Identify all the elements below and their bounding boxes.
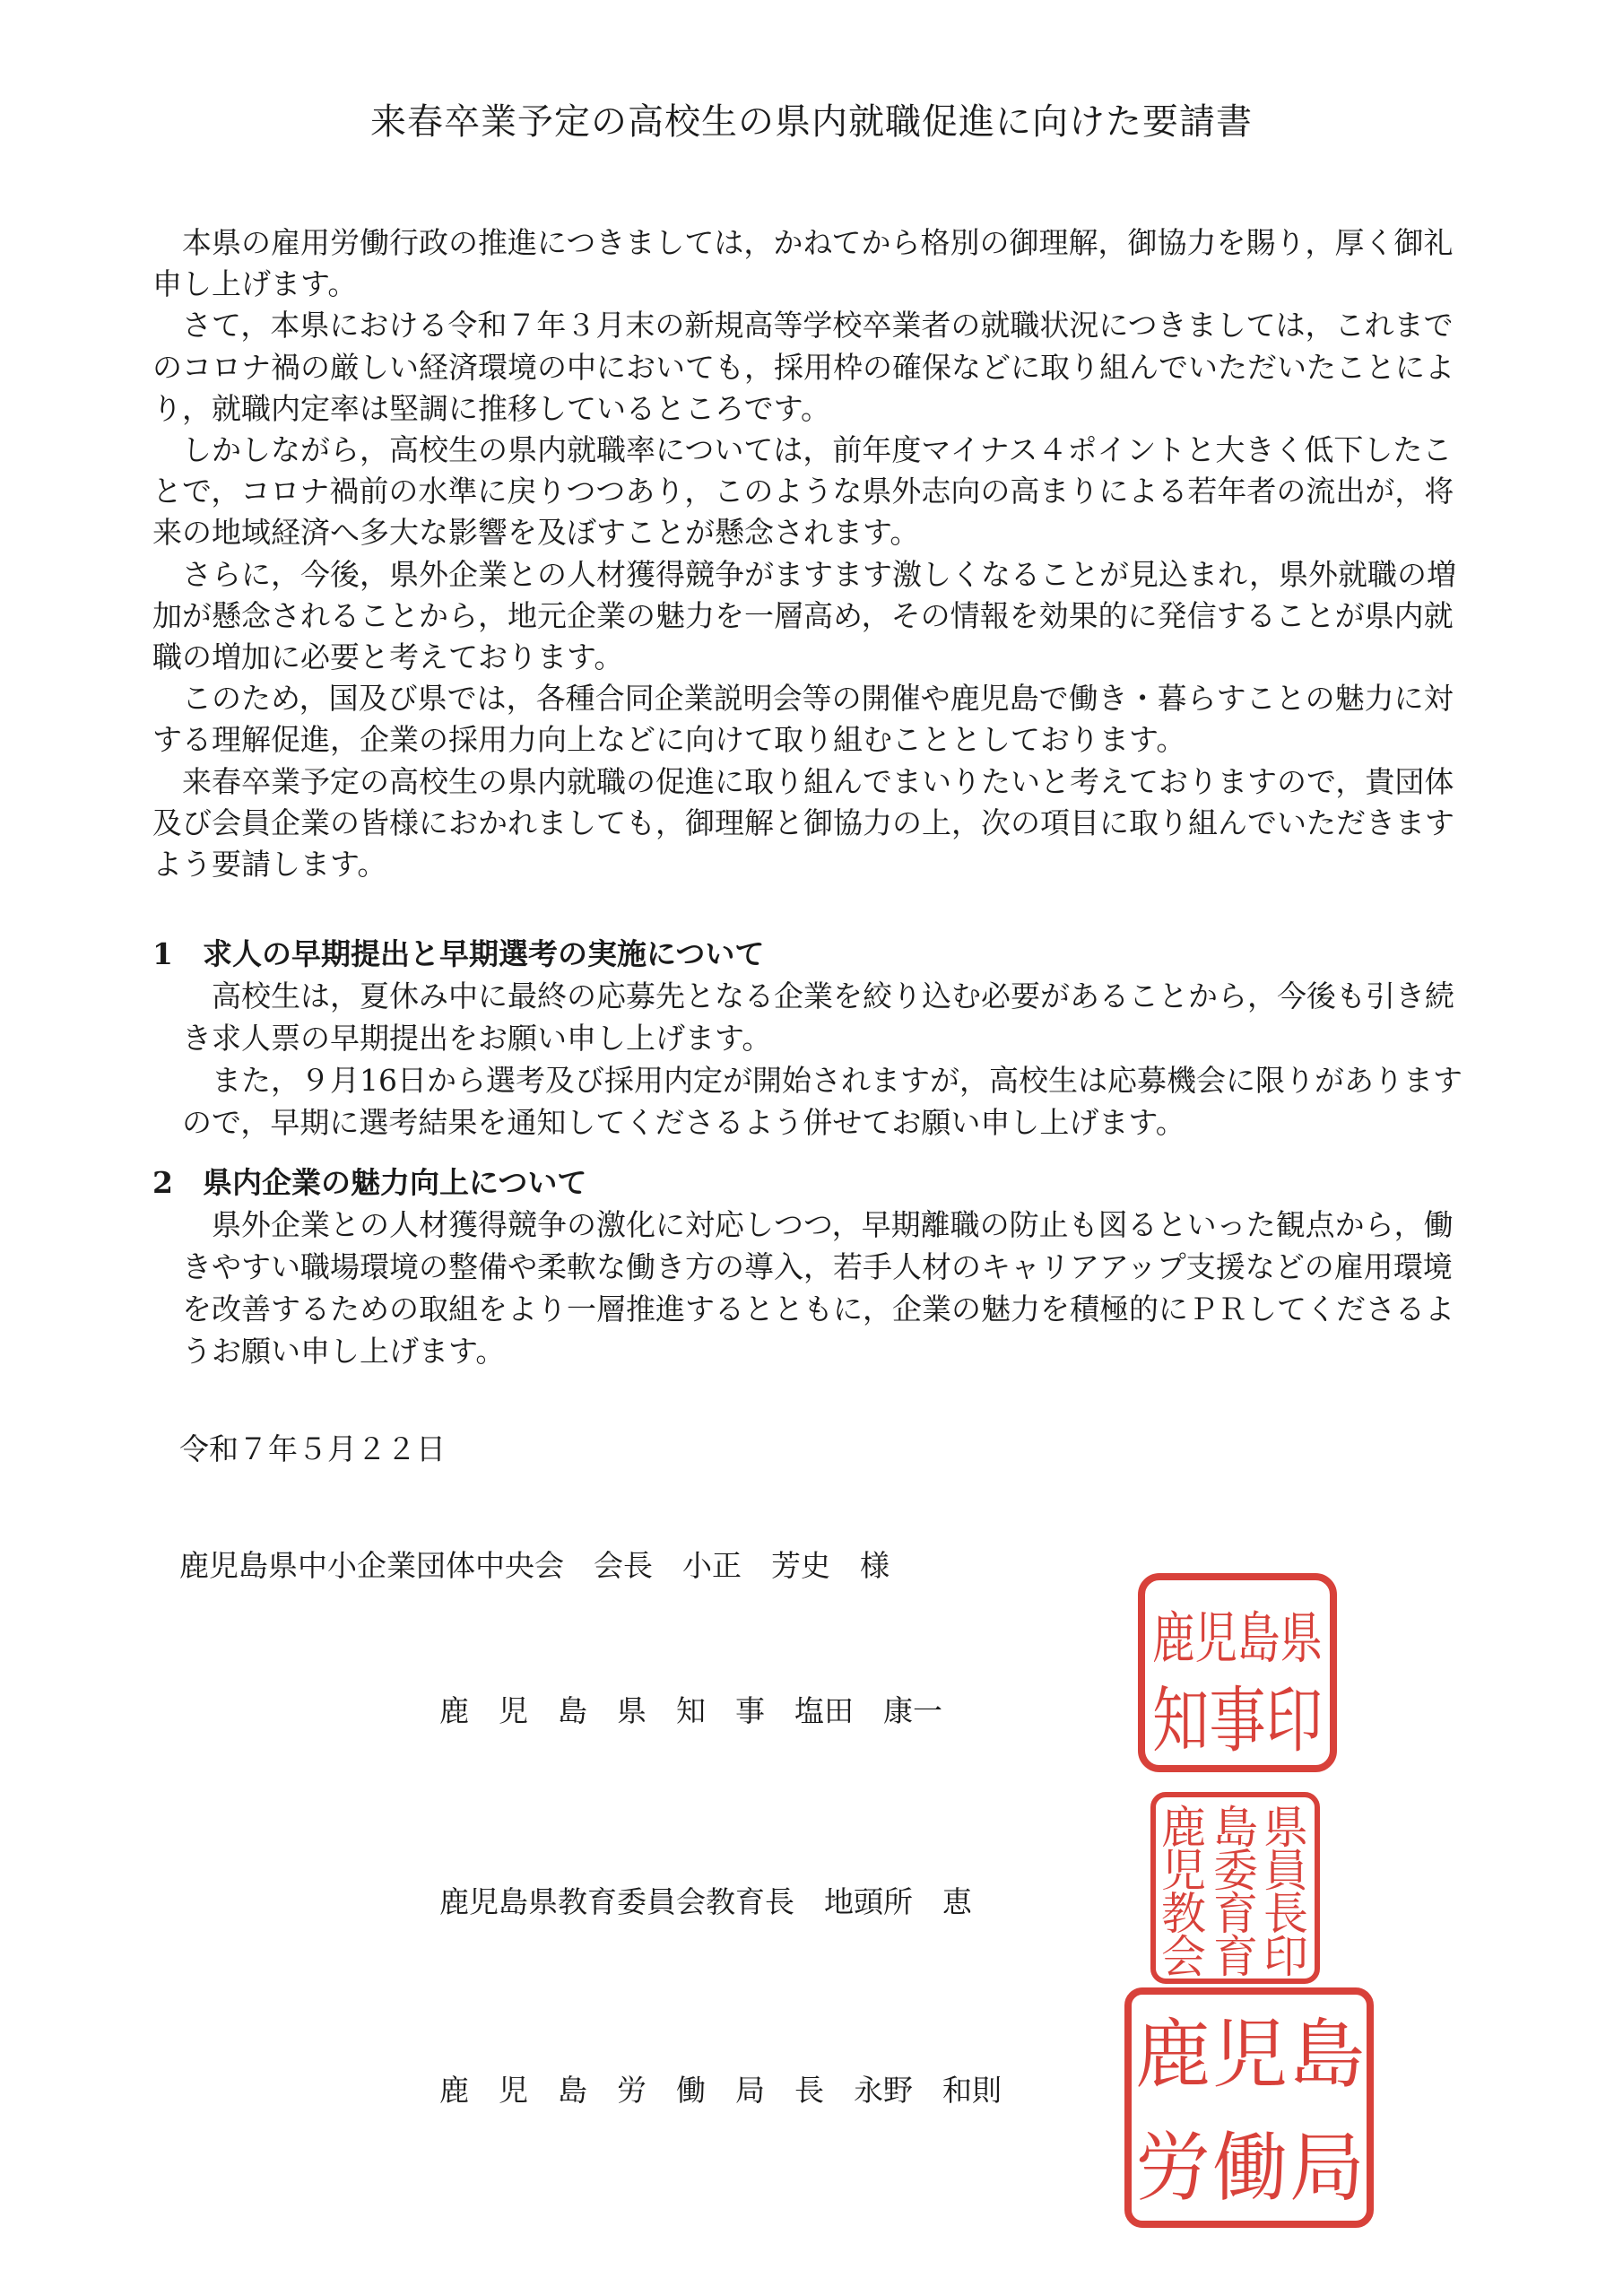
signer-labour-title: 鹿 児 島 労 働 局 長 bbox=[439, 2073, 824, 2108]
svg-text:働: 働 bbox=[1211, 2124, 1289, 2212]
signer-education bbox=[439, 1879, 972, 1921]
signer-labour bbox=[439, 2067, 1002, 2109]
svg-text:島: 島 bbox=[1289, 2011, 1366, 2099]
paragraph-2: さて，本県における令和７年３月末の新規高等学校卒業者の就職状況につきましては，これまでのコロナ禍の厳しい経済環境の中においても，採用枠の確保などに取り組んでいただいたことにより，就職内定率は堅調に推移しているところです。 bbox=[152, 308, 1454, 426]
svg-text:鹿児島県: 鹿児島県 bbox=[1152, 1605, 1323, 1671]
signer-education-name: 地頭所 恵 bbox=[824, 1884, 972, 1919]
signer-governor-title: 鹿 児 島 県 知 事 bbox=[439, 1693, 765, 1728]
svg-text:鹿: 鹿 bbox=[1134, 2011, 1211, 2099]
paragraph-1: 本県の雇用労働行政の推進につきましては，かねてから格別の御理解，御協力を賜り，厚く御礼申し上げます。 bbox=[152, 225, 1454, 302]
paragraph-4: さらに，今後，県外企業との人材獲得競争がますます激しくなることが見込まれ，県外就職の増加が懸念されることから，地元企業の魅力を一層高め，その情報を効果的に発信することが県内就職の増加に必要と考えております。 bbox=[152, 556, 1456, 675]
svg-text:労: 労 bbox=[1134, 2124, 1211, 2212]
svg-text:員: 員 bbox=[1263, 1845, 1308, 1897]
section-2 bbox=[152, 1161, 1471, 1372]
svg-text:知事印: 知事印 bbox=[1152, 1679, 1323, 1762]
addressee: 鹿児島県中小企業団体中央会 会長 小正 芳史 様 bbox=[179, 1548, 890, 1583]
education-seal-stamp bbox=[1148, 1789, 1323, 1987]
section-1-heading bbox=[152, 933, 1471, 975]
document-date: 令和７年５月２２日 bbox=[179, 1431, 446, 1466]
signer-governor-name: 塩田 康一 bbox=[794, 1693, 942, 1728]
svg-text:印: 印 bbox=[1263, 1931, 1308, 1983]
labour-seal-stamp bbox=[1119, 1982, 1379, 2233]
svg-text:育: 育 bbox=[1213, 1931, 1258, 1983]
section-2-number: 2 bbox=[152, 1165, 173, 1200]
signer-labour-name: 永野 和則 bbox=[854, 2073, 1002, 2108]
paragraph-3: しかしながら，高校生の県内就職率については，前年度マイナス４ポイントと大きく低下したことで，コロナ禍前の水準に戻りつつあり，このような県外志向の高まりによる若年者の流出が，将来の地域経済へ多大な影響を及ぼすことが懸念されます。 bbox=[152, 432, 1454, 551]
svg-text:会: 会 bbox=[1161, 1931, 1206, 1983]
svg-text:教: 教 bbox=[1161, 1888, 1206, 1940]
document-title: 来春卒業予定の高校生の県内就職促進に向けた要請書 bbox=[370, 101, 1253, 143]
governor-seal-stamp bbox=[1134, 1570, 1341, 1776]
section-1-paragraph-1: 高校生は，夏休み中に最終の応募先となる企業を絞り込む必要があることから，今後も引き続き求人票の早期提出をお願い申し上げます。 bbox=[182, 978, 1454, 1056]
svg-text:局: 局 bbox=[1289, 2124, 1366, 2212]
svg-text:鹿: 鹿 bbox=[1161, 1802, 1206, 1854]
svg-text:長: 長 bbox=[1263, 1888, 1308, 1940]
svg-text:県: 県 bbox=[1263, 1802, 1308, 1854]
signer-education-title: 鹿児島県教育委員会教育長 bbox=[439, 1884, 794, 1919]
signer-governor bbox=[439, 1688, 942, 1730]
section-1-number: 1 bbox=[152, 936, 173, 971]
svg-text:島: 島 bbox=[1213, 1802, 1258, 1854]
section-2-heading bbox=[152, 1161, 1471, 1204]
section-1-paragraph-2: また，９月16日から選考及び採用内定が開始されますが，高校生は応募機会に限りがありますので，早期に選考結果を通知してくださるよう併せてお願い申し上げます。 bbox=[182, 1063, 1462, 1140]
request-body bbox=[152, 222, 1471, 885]
paragraph-5: このため，国及び県では，各種合同企業説明会等の開催や鹿児島で働き・暮らすことの魅力に対する理解促進，企業の採用力向上などに向けて取り組むこととしております。 bbox=[152, 681, 1454, 758]
svg-text:児: 児 bbox=[1161, 1845, 1206, 1897]
svg-text:児: 児 bbox=[1211, 2011, 1289, 2099]
paragraph-6: 来春卒業予定の高校生の県内就職の促進に取り組んでまいりたいと考えておりますので，貴団体及び会員企業の皆様におかれましても，御理解と御協力の上，次の項目に取り組んでいただきますよう要請します。 bbox=[152, 763, 1454, 883]
section-1 bbox=[152, 933, 1471, 1144]
svg-text:育: 育 bbox=[1213, 1888, 1258, 1940]
section-1-title: 求人の早期提出と早期選考の実施について bbox=[203, 936, 765, 971]
section-2-title: 県内企業の魅力向上について bbox=[203, 1165, 587, 1200]
section-2-paragraph-1: 県外企業との人材獲得競争の激化に対応しつつ，早期離職の防止も図るといった観点から，働きやすい職場環境の整備や柔軟な働き方の導入，若手人材のキャリアアップ支援などの雇用環境を改善するための取組をより一層推進するとともに，企業の魅力を積極的にＰＲしてくださるようお願い申し上げます。 bbox=[182, 1207, 1454, 1369]
svg-text:委: 委 bbox=[1213, 1845, 1258, 1897]
